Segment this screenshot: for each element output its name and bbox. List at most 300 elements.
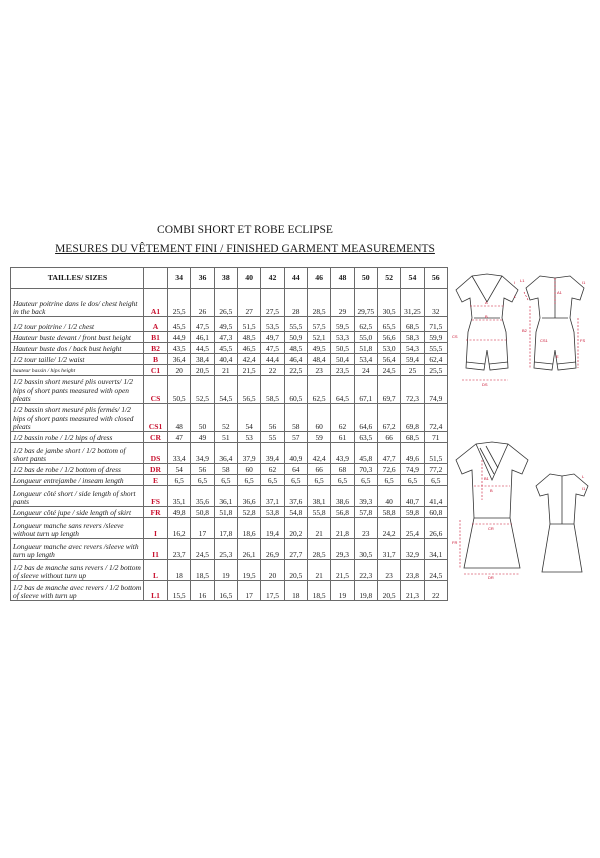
size-header: 34 [168,268,191,289]
measurement-label: Longueur manche avec revers /sleeve with turn up length [11,539,144,560]
measurement-value: 53,8 [261,507,284,518]
measurement-value: 21 [307,560,330,581]
sketch-label: B2 [522,328,527,333]
measurement-value: 66 [377,432,400,443]
measurement-value: 67,1 [354,376,377,404]
measurement-value: 43,5 [168,343,191,354]
measurement-value: 47,5 [261,343,284,354]
measurement-code: B [144,354,168,365]
sketch-label: I1 [582,486,586,491]
measurement-value: 48,5 [284,343,307,354]
measurement-value: 20,5 [377,581,400,601]
table-row [11,432,448,443]
measurement-value: 59,9 [424,332,447,343]
size-header: 44 [284,268,307,289]
measurement-value: 40,4 [214,354,237,365]
measurement-value: 21,8 [331,518,354,539]
sketch-label: B1 [484,476,489,481]
size-header: 48 [331,268,354,289]
measurement-value: 34,1 [424,539,447,560]
measurement-value: 54 [237,404,260,432]
measurements-table [10,267,448,601]
measurement-code: L1 [144,581,168,601]
measurement-value: 49,8 [168,507,191,518]
measurement-value: 52,1 [307,332,330,343]
measurement-value: 24 [354,365,377,376]
sizes-header: TAILLES/ SIZES [11,268,144,289]
measurement-label: 1/2 bas de manche avec revers / 1/2 bottom of sleeve with turn up [11,581,144,601]
measurement-value: 59,5 [331,317,354,332]
measurement-value: 64 [284,464,307,475]
measurement-value: 68 [331,464,354,475]
measurement-value: 19 [331,581,354,601]
measurement-value: 25,5 [168,289,191,317]
measurement-value: 26,6 [424,518,447,539]
measurement-value: 49,5 [307,343,330,354]
sketch-label: CR [488,526,494,531]
measurement-value: 18,5 [191,560,214,581]
measurement-value: 32 [424,289,447,317]
measurement-value: 36,6 [237,486,260,507]
measurement-value: 31,25 [401,289,424,317]
measurement-value: 6,5 [331,475,354,486]
measurement-value: 50,5 [168,376,191,404]
measurement-value: 27,5 [261,289,284,317]
measurement-value: 49,6 [401,443,424,464]
measurement-value: 51,5 [237,317,260,332]
measurement-value: 64,6 [354,404,377,432]
measurement-value: 49 [191,432,214,443]
sketch-label: CS [452,334,458,339]
measurement-value: 59,8 [401,507,424,518]
measurement-code: DS [144,443,168,464]
measurement-value: 60,5 [284,376,307,404]
measurement-value: 40,7 [401,486,424,507]
measurement-value: 22 [261,365,284,376]
measurement-value: 28,5 [307,539,330,560]
measurement-value: 51,8 [354,343,377,354]
sketch-label: L [514,294,517,299]
measurement-value: 38,6 [331,486,354,507]
measurement-value: 54,8 [284,507,307,518]
measurement-value: 62,5 [307,376,330,404]
measurement-value: 71,5 [424,317,447,332]
measurement-value: 28,5 [307,289,330,317]
measurement-value: 21 [307,518,330,539]
code-header [144,268,168,289]
measurement-value: 69,7 [377,376,400,404]
measurement-value: 6,5 [424,475,447,486]
measurement-value: 32,9 [401,539,424,560]
measurement-value: 72,3 [401,376,424,404]
sketch-label: FR [452,540,458,545]
measurement-value: 52,5 [191,376,214,404]
jumpsuit-front-sketch [452,272,522,394]
size-header: 56 [424,268,447,289]
measurement-value: 71 [424,432,447,443]
measurement-value: 54,3 [401,343,424,354]
measurement-value: 6,5 [214,475,237,486]
table-row [11,443,448,464]
measurement-value: 64,5 [331,376,354,404]
measurement-value: 6,5 [261,475,284,486]
measurement-value: 22,3 [354,560,377,581]
measurement-value: 35,1 [168,486,191,507]
measurement-value: 16,2 [168,518,191,539]
measurement-value: 21 [214,365,237,376]
measurement-code: FR [144,507,168,518]
table-row [11,560,448,581]
measurement-value: 50,4 [331,354,354,365]
measurement-value: 17 [237,581,260,601]
measurement-value: 55,8 [307,507,330,518]
measurement-value: 55,5 [284,317,307,332]
measurement-value: 68,5 [401,432,424,443]
measurement-value: 39,4 [261,443,284,464]
measurement-value: 21,5 [331,560,354,581]
measurement-value: 67,2 [377,404,400,432]
measurement-value: 24,5 [191,539,214,560]
measurement-code: FS [144,486,168,507]
measurement-value: 34,9 [191,443,214,464]
table-row [11,317,448,332]
sketch-label: B [485,314,488,319]
measurement-code: E [144,475,168,486]
measurement-value: 29 [331,289,354,317]
measurement-value: 41,4 [424,486,447,507]
measurement-label: Hauteur buste devant / front bust height [11,332,144,343]
measurement-value: 26,1 [237,539,260,560]
measurement-value: 24,5 [424,560,447,581]
sketch-label: A [485,300,488,305]
measurement-label: Longueur entrejambe / inseam length [11,475,144,486]
measurement-code: I [144,518,168,539]
table-row [11,475,448,486]
measurement-value: 74,9 [401,464,424,475]
measurement-label: Longueur côté short / side length of short pants [11,486,144,507]
measurement-value: 21,3 [401,581,424,601]
measurement-value: 36,4 [214,443,237,464]
measurement-value: 25,4 [401,518,424,539]
measurement-value: 62,5 [354,317,377,332]
measurement-value: 65,5 [377,317,400,332]
measurement-value: 63,5 [354,432,377,443]
measurement-value: 18,6 [237,518,260,539]
measurement-value: 45,8 [354,443,377,464]
sketch-label: DR [488,575,494,580]
table-header-row [11,268,448,289]
measurement-value: 22,5 [284,365,307,376]
measurement-value: 47 [168,432,191,443]
measurement-value: 58 [284,404,307,432]
measurement-value: 24,2 [377,518,400,539]
measurement-value: 58,3 [401,332,424,343]
measurement-value: 55,0 [354,332,377,343]
measurement-value: 53,5 [261,317,284,332]
measurement-value: 58 [214,464,237,475]
measurement-value: 51,8 [214,507,237,518]
measurement-value: 36,4 [168,354,191,365]
measurement-value: 37,6 [284,486,307,507]
size-header: 52 [377,268,400,289]
measurement-value: 40 [377,486,400,507]
size-header: 36 [191,268,214,289]
measurement-value: 59 [307,432,330,443]
measurement-value: 16,5 [214,581,237,601]
size-header: 50 [354,268,377,289]
measurement-code: CR [144,432,168,443]
measurement-value: 37,1 [261,486,284,507]
measurement-value: 60 [237,464,260,475]
measurement-value: 45,5 [214,343,237,354]
measurement-value: 18 [168,560,191,581]
measurement-code: L [144,560,168,581]
document-title: COMBI SHORT ET ROBE ECLIPSE [157,224,333,236]
measurement-code: B2 [144,343,168,354]
measurement-value: 57,8 [354,507,377,518]
measurement-value: 56 [191,464,214,475]
measurement-value: 28 [284,289,307,317]
measurement-value: 61 [331,432,354,443]
jumpsuit-back-sketch [520,272,590,394]
measurement-value: 19,8 [354,581,377,601]
measurement-value: 16 [191,581,214,601]
table-row [11,507,448,518]
measurement-value: 50,9 [284,332,307,343]
measurement-value: 50 [191,404,214,432]
measurement-value: 49,5 [214,317,237,332]
measurement-value: 29,75 [354,289,377,317]
measurement-value: 51,5 [424,443,447,464]
sketch-label: I1 [582,280,586,285]
measurement-value: 58,5 [261,376,284,404]
size-header: 54 [401,268,424,289]
measurement-value: 20,5 [191,365,214,376]
measurement-value: 47,3 [214,332,237,343]
measurement-value: 19 [214,560,237,581]
measurement-value: 6,5 [354,475,377,486]
measurement-value: 27,7 [284,539,307,560]
measurement-value: 6,5 [168,475,191,486]
measurement-value: 23,8 [401,560,424,581]
measurement-value: 23,7 [168,539,191,560]
measurement-value: 51 [214,432,237,443]
measurement-value: 72,4 [424,404,447,432]
sketch-label: L [582,474,585,479]
measurement-value: 44,9 [168,332,191,343]
measurement-value: 21,5 [237,365,260,376]
measurement-value: 36,1 [214,486,237,507]
measurement-value: 54 [168,464,191,475]
table-row [11,464,448,475]
measurement-value: 35,6 [191,486,214,507]
sketch-label: FS [580,338,586,343]
table-row [11,332,448,343]
measurement-label: 1/2 bas de robe / 1/2 bottom of dress [11,464,144,475]
measurement-value: 38,4 [191,354,214,365]
measurement-value: 53 [237,432,260,443]
measurement-value: 25 [401,365,424,376]
measurement-value: 47,7 [377,443,400,464]
table-row [11,539,448,560]
measurement-value: 47,5 [191,317,214,332]
measurement-label: Longueur manche sans revers /sleeve without turn up length [11,518,144,539]
measurement-code: C1 [144,365,168,376]
measurement-value: 44,5 [191,343,214,354]
measurement-value: 56,4 [377,354,400,365]
measurement-value: 26,9 [261,539,284,560]
measurement-label: 1/2 tour taille/ 1/2 waist [11,354,144,365]
measurement-value: 50,5 [331,343,354,354]
measurement-value: 70,3 [354,464,377,475]
measurement-value: 18,5 [307,581,330,601]
measurement-value: 50,8 [191,507,214,518]
measurement-value: 42,4 [237,354,260,365]
measurement-label: 1/2 bassin robe / 1/2 hips of dress [11,432,144,443]
measurement-value: 77,2 [424,464,447,475]
measurement-value: 62,4 [424,354,447,365]
measurement-value: 68,5 [401,317,424,332]
measurement-value: 49,7 [261,332,284,343]
measurement-value: 55,5 [424,343,447,354]
measurement-value: 25,3 [214,539,237,560]
measurement-value: 59,4 [401,354,424,365]
measurement-label: Longueur côté jupe / side length of skirt [11,507,144,518]
table-row [11,343,448,354]
measurement-value: 42,4 [307,443,330,464]
measurement-value: 43,9 [331,443,354,464]
sketch-label: CS1 [540,338,548,343]
measurement-code: CS1 [144,404,168,432]
measurement-value: 23 [307,365,330,376]
measurement-value: 48,4 [307,354,330,365]
measurement-value: 74,9 [424,376,447,404]
sketch-label: A1 [557,290,562,295]
sketch-label: L1 [520,278,525,283]
sketch-label: B [490,488,493,493]
measurement-value: 60,8 [424,507,447,518]
measurement-value: 30,5 [354,539,377,560]
measurement-label: 1/2 bassin short mesuré plis fermés/ 1/2 hips of short pants measured with closed pleats [11,404,144,432]
measurement-code: CS [144,376,168,404]
measurement-value: 26,5 [214,289,237,317]
table-row [11,354,448,365]
measurement-value: 27 [237,289,260,317]
measurement-value: 52,8 [237,507,260,518]
sketch-label: DS [482,382,488,387]
measurement-value: 19,5 [237,560,260,581]
measurement-value: 29,3 [331,539,354,560]
measurement-label: 1/2 bassin short mesuré plis ouverts/ 1/2 hips of short pants measured with open pleats [11,376,144,404]
size-header: 46 [307,268,330,289]
measurement-label: 1/2 bas de manche sans revers / 1/2 bottom of sleeve without turn up [11,560,144,581]
measurement-value: 48 [168,404,191,432]
measurement-value: 62 [261,464,284,475]
measurement-value: 33,4 [168,443,191,464]
measurement-value: 56,8 [331,507,354,518]
measurement-value: 6,5 [377,475,400,486]
dress-back-sketch [532,470,592,580]
measurement-value: 56 [261,404,284,432]
measurement-value: 6,5 [284,475,307,486]
measurement-value: 20 [261,560,284,581]
measurement-value: 15,5 [168,581,191,601]
measurement-value: 40,9 [284,443,307,464]
measurement-value: 26 [191,289,214,317]
measurement-value: 53,3 [331,332,354,343]
measurement-value: 56,6 [377,332,400,343]
measurement-value: 60 [307,404,330,432]
size-header: 38 [214,268,237,289]
measurement-value: 69,8 [401,404,424,432]
table-row [11,365,448,376]
measurement-value: 30,5 [377,289,400,317]
measurement-value: 45,5 [168,317,191,332]
measurement-label: 1/2 tour poitrine / 1/2 chest [11,317,144,332]
measurement-value: 6,5 [191,475,214,486]
measurement-value: 57 [284,432,307,443]
measurement-code: I1 [144,539,168,560]
sketch-label: I [514,280,516,285]
measurement-value: 54,5 [214,376,237,404]
measurement-value: 48,5 [237,332,260,343]
measurement-value: 23 [377,560,400,581]
measurement-value: 24,5 [377,365,400,376]
measurement-value: 62 [331,404,354,432]
measurement-value: 23,5 [331,365,354,376]
document-subtitle: MESURES DU VÊTEMENT FINI / FINISHED GARMENT MEASUREMENTS [55,243,435,255]
measurement-value: 6,5 [401,475,424,486]
measurement-value: 53,0 [377,343,400,354]
measurement-value: 20 [168,365,191,376]
measurement-value: 31,7 [377,539,400,560]
measurement-value: 52 [214,404,237,432]
measurement-value: 20,5 [284,560,307,581]
measurement-value: 20,2 [284,518,307,539]
size-header: 42 [261,268,284,289]
measurement-code: B1 [144,332,168,343]
measurement-code: A [144,317,168,332]
measurement-code: DR [144,464,168,475]
measurement-value: 72,6 [377,464,400,475]
measurement-value: 39,3 [354,486,377,507]
table-row [11,289,448,317]
measurement-value: 38,1 [307,486,330,507]
measurement-value: 6,5 [307,475,330,486]
measurement-value: 55 [261,432,284,443]
table-row [11,376,448,404]
measurement-value: 37,9 [237,443,260,464]
measurement-value: 53,4 [354,354,377,365]
measurement-value: 46,5 [237,343,260,354]
measurement-label: 1/2 bas de jambe short / 1/2 bottom of short pants [11,443,144,464]
measurement-value: 46,1 [191,332,214,343]
measurement-value: 18 [284,581,307,601]
measurement-value: 66 [307,464,330,475]
measurement-label: Hauteur buste dos / back bust height [11,343,144,354]
measurement-value: 25,5 [424,365,447,376]
table-row [11,518,448,539]
measurement-value: 19,4 [261,518,284,539]
table-row [11,581,448,601]
measurement-label: Hauteur poitrine dans le dos/ chest height in the back [11,289,144,317]
table-row [11,486,448,507]
measurement-value: 23 [354,518,377,539]
table-row [11,404,448,432]
measurement-value: 22 [424,581,447,601]
sketch-label: E [556,354,559,359]
measurement-value: 46,4 [284,354,307,365]
